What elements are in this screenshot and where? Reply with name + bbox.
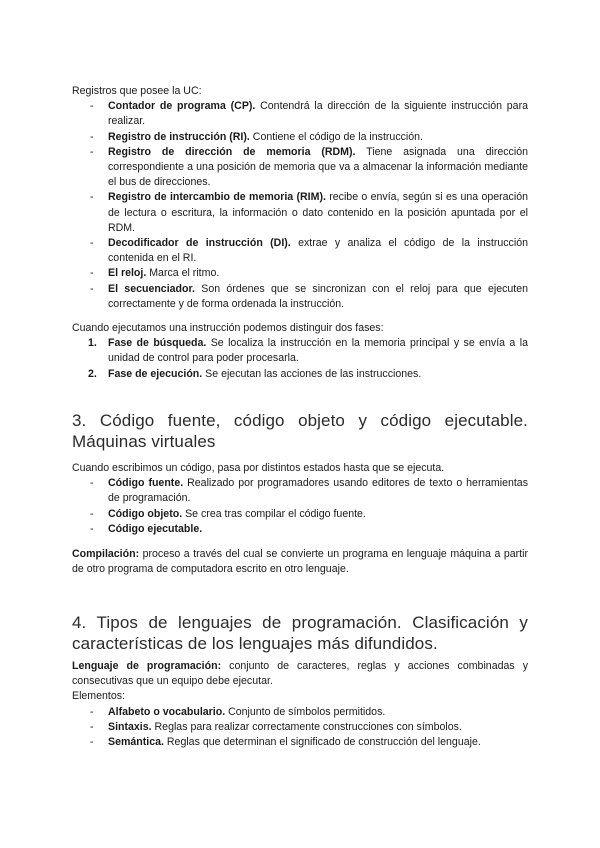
code-states-list	[72, 476, 528, 537]
section-4-block	[72, 659, 528, 750]
uc-register-list	[72, 99, 528, 312]
list-item: - Sintaxis. Reglas para realizar correctamente construcciones con símbolos.	[90, 720, 462, 733]
list-item: - Alfabeto o vocabulario. Conjunto de símbolos permitidos.	[90, 705, 386, 718]
phases-intro: Cuando ejecutamos una instrucción podemos distinguir dos fases:	[72, 322, 384, 334]
definition-term: Lenguaje de programación:	[72, 660, 222, 672]
compilation-term: Compilación:	[72, 548, 140, 560]
elements-list	[72, 705, 528, 751]
phases-list	[72, 336, 528, 382]
list-item: - Registro de instrucción (RI). Contiene el código de la instrucción.	[90, 130, 423, 143]
section-3-block	[72, 461, 528, 537]
compilation-paragraph	[72, 547, 528, 577]
section-4-heading: 4. Tipos de lenguajes de programación. Clasificación y características de los lenguajes más difundidos.	[72, 613, 528, 653]
list-item: - El secuenciador. Son órdenes que se sincronizan con el reloj para que ejecuten correctamente y de forma ordenada la instrucción.	[90, 282, 528, 310]
list-item: - Código ejecutable.	[90, 522, 203, 535]
list-item: 1. Fase de búsqueda. Se localiza la instrucción en la memoria principal y se envía a la unidad de control para poder procesarla.	[88, 337, 528, 365]
list-item: - Decodificador de instrucción (DI). extrae y analiza el código de la instrucción contenida en el RI.	[90, 237, 528, 265]
list-item: - Registro de intercambio de memoria (RIM). recibe o envía, según si es una operación de lectura o escritura, la información o dato contenido en la posición apuntada por el RDM.	[90, 191, 528, 234]
uc-intro: Registros que posee la UC:	[72, 85, 202, 97]
section-3-heading: 3. Código fuente, código objeto y código ejecutable. Máquinas virtuales	[72, 411, 528, 451]
list-item: - Contador de programa (CP). Contendrá la dirección de la siguiente instrucción para realizar.	[90, 100, 528, 128]
list-item: - Código fuente. Realizado por programadores usando editores de texto o herramientas de programación.	[90, 477, 528, 505]
compilation-text: proceso a través del cual se convierte un programa en lenguaje máquina a partir de otro programa de computadora escrito en otro lenguaje.	[72, 548, 528, 576]
list-item: - Código objeto. Se crea tras compilar el código fuente.	[90, 507, 366, 520]
definition-text: conjunto de caracteres, reglas y acciones combinadas y consecutivas que un equipo debe ejecutar.	[72, 660, 528, 688]
uc-registers-block	[72, 84, 528, 312]
list-item: - Semántica. Reglas que determinan el significado de construcción del lenguaje.	[90, 736, 481, 749]
section-3-intro: Cuando escribimos un código, pasa por distintos estados hasta que se ejecuta.	[72, 462, 445, 474]
phases-block	[72, 321, 528, 382]
elements-label: Elementos:	[72, 690, 125, 703]
list-item: - El reloj. Marca el ritmo.	[90, 267, 220, 280]
list-item: 2. Fase de ejecución. Se ejecutan las acciones de las instrucciones.	[88, 367, 422, 380]
list-item: - Registro de dirección de memoria (RDM). Tiene asignada una dirección correspondiente a una posición de memoria que va a almacenar la información mediante el bus de direcciones.	[90, 145, 528, 189]
